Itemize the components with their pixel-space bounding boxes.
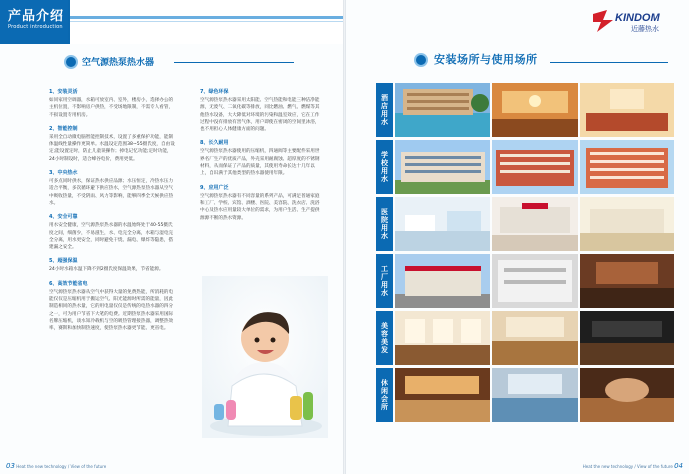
venue-row xyxy=(376,254,674,308)
venue-photo xyxy=(492,83,578,137)
feature-title: 2、智能控制 xyxy=(49,125,78,132)
feature-body: 空气源热泵热水器使用的压缩机，四通阀等主要配件采用世界名厂生产的优质产品，外壳采用耐腐蚀、超厚度的不锈钢材料，从而保证了产品的质量，其使用寿命长达十几年以上，自识满于其他类型的热水器使用年限。 xyxy=(200,149,320,177)
child-photo xyxy=(202,276,328,438)
feature-body: 空气源热泵热水器有不同容量的系列产品，可满足普通家庭和工厂、学校、宾馆、酒楼、医院、美容院、洗衣店、洗浴中心及热水应用量较大单位的需求，为用户生活、生产提供源源不断的热水资源。 xyxy=(200,193,320,221)
feature-item xyxy=(200,184,324,222)
venue-photo xyxy=(395,140,490,194)
bullet-dot-icon xyxy=(64,55,78,69)
feature-body: 采用全自动微电脑智能控制技术，设置了多重保护功能，能制体温线性量操作更简单。水温设定范围38~55摄氏度，自由设定;能设置定时，防止儿童误操作；掉电记忆功能;定时功能，24小时制设时，适合峰谷电价，费用更低。 xyxy=(49,134,175,162)
venue-label: 学校用水 xyxy=(376,140,393,194)
tag-title-cn: 产品介绍 xyxy=(8,9,65,24)
feature-body: 用水安全健康，空气源热泵热水器的水温始终处于40-55摄氏度之间，细菌少，不易滋生，水、电完全分离，水箱与湿电完全分离，用水更安全，同时避免干烧、漏电、爆炸等隐患，搭建漏之安全。 xyxy=(49,223,174,251)
section-heading xyxy=(64,52,294,72)
footer-right xyxy=(583,462,683,470)
venue-photo xyxy=(492,311,578,365)
venue-label: 休闲会所 xyxy=(376,368,393,422)
feature-title: 6、高效节能省电 xyxy=(49,280,88,287)
feature-item xyxy=(49,125,175,163)
bullet-dot-icon xyxy=(414,53,428,67)
header-stripe-thin xyxy=(70,21,343,22)
product-intro-tag xyxy=(0,0,68,40)
venue-photo xyxy=(395,311,490,365)
venue-photo xyxy=(395,368,490,422)
logo-brand: KINDOM xyxy=(615,12,660,24)
venue-row xyxy=(376,197,674,251)
feature-item xyxy=(200,139,324,177)
venue-photo xyxy=(580,368,674,422)
venue-row xyxy=(376,140,674,194)
section-rule xyxy=(174,62,294,63)
right-page xyxy=(346,0,689,474)
venue-photo xyxy=(580,83,674,137)
venue-photo xyxy=(492,197,578,251)
brand-logo xyxy=(591,8,675,34)
feature-title: 7、绿色环保 xyxy=(200,89,229,95)
venue-row xyxy=(376,368,674,422)
feature-title: 1、安装灵活 xyxy=(49,89,78,95)
feature-body: 可多点同时供水，保证热水供应品源；水压恒定，冷热水压力适合平衡，多次循环避下供应热水，空气源热泵热水器从空气中吸收热量，不受阴雨、风力等影响，能够四季全天候供应热水。 xyxy=(49,179,174,206)
section-heading xyxy=(412,48,652,70)
venue-photo xyxy=(395,83,490,137)
feature-title: 4、安全可靠 xyxy=(49,214,78,221)
feature-body: 如同家用空调器，水箱可放室内、室外，楼房小，选择办公的主机位置，不影响房户供热，不受场地限制，不需专人看管，不损设置专用机房。 xyxy=(49,98,174,118)
section-rule xyxy=(550,62,668,63)
feature-item xyxy=(49,88,175,119)
feature-body: 24小时水箱水温下降不到2摄氏度保温效果，节省能源。 xyxy=(49,267,164,273)
footer-left xyxy=(6,462,106,470)
venue-photo xyxy=(492,254,578,308)
venue-label: 酒店用水 xyxy=(376,83,393,137)
venue-grid xyxy=(376,83,674,425)
feature-body: 空气源热泵热水器采用太阳能、空气热能和电能三种洁净能源，无废气、二氧化碳等排放，同比燃油、燃气、燃煤等其他热水设备，大大降低对环境的污染和温室效应，它在工作过程中没有排放有害气体，用户即使在密闭的空间里沐浴，也不用担心人体健康方面的问题。 xyxy=(200,98,320,133)
venue-photo xyxy=(492,140,578,194)
page-number: 03 xyxy=(6,462,15,470)
feature-item xyxy=(49,213,175,251)
venue-row xyxy=(376,83,674,137)
venue-photo xyxy=(580,140,674,194)
feature-title: 5、超强保温 xyxy=(49,258,78,265)
feature-item xyxy=(49,257,175,273)
venue-label: 美容美发 xyxy=(376,311,393,365)
header-stripe xyxy=(70,16,343,19)
feature-item xyxy=(49,280,175,333)
feature-title: 9、应用广泛 xyxy=(200,184,229,191)
venue-photo xyxy=(395,254,490,308)
feature-title: 8、长久耐用 xyxy=(200,140,229,147)
left-page xyxy=(0,0,343,474)
page-number: 04 xyxy=(674,462,683,470)
venue-label: 医院用水 xyxy=(376,197,393,251)
venue-photo xyxy=(580,254,674,308)
section-title: 安装场所与使用场所 xyxy=(434,53,538,66)
features-column-2 xyxy=(200,88,324,228)
venue-photo xyxy=(395,197,490,251)
venue-photo xyxy=(580,197,674,251)
footer-text: Heat the new technology / View of the future xyxy=(582,464,673,469)
footer-text: Heat the new technology / View of the future xyxy=(16,464,107,469)
venue-photo xyxy=(492,368,578,422)
feature-body: 空气源热泵热水器从空气中获得大量的免费热能，所消耗的电能仅仅是压缩机用于搬运空气、阳光能源时所需的能量，因此制造相同的热水量，它的用电量仅仅是传统的电热水器的四分之一，可为用户节省下大笔的电费。近期热泵热水器采用国际名牌压缩机，谈水知冷载机与空的吸热管理接热器，调整热效率，赛斯和加快制热速度，使热泵热水器更节能、更省电。 xyxy=(49,289,174,332)
venue-row xyxy=(376,311,674,365)
section-title: 空气源热泵热水器 xyxy=(82,58,155,68)
feature-title: 3、中央热水 xyxy=(49,170,78,177)
venue-label: 工厂用水 xyxy=(376,254,393,308)
logo-cn: 近藤热水 xyxy=(631,25,659,33)
features-column-1 xyxy=(49,88,175,339)
venue-photo xyxy=(580,311,674,365)
tag-title-en: Product introduction xyxy=(8,24,63,30)
feature-item xyxy=(49,169,175,207)
feature-item xyxy=(200,88,324,133)
